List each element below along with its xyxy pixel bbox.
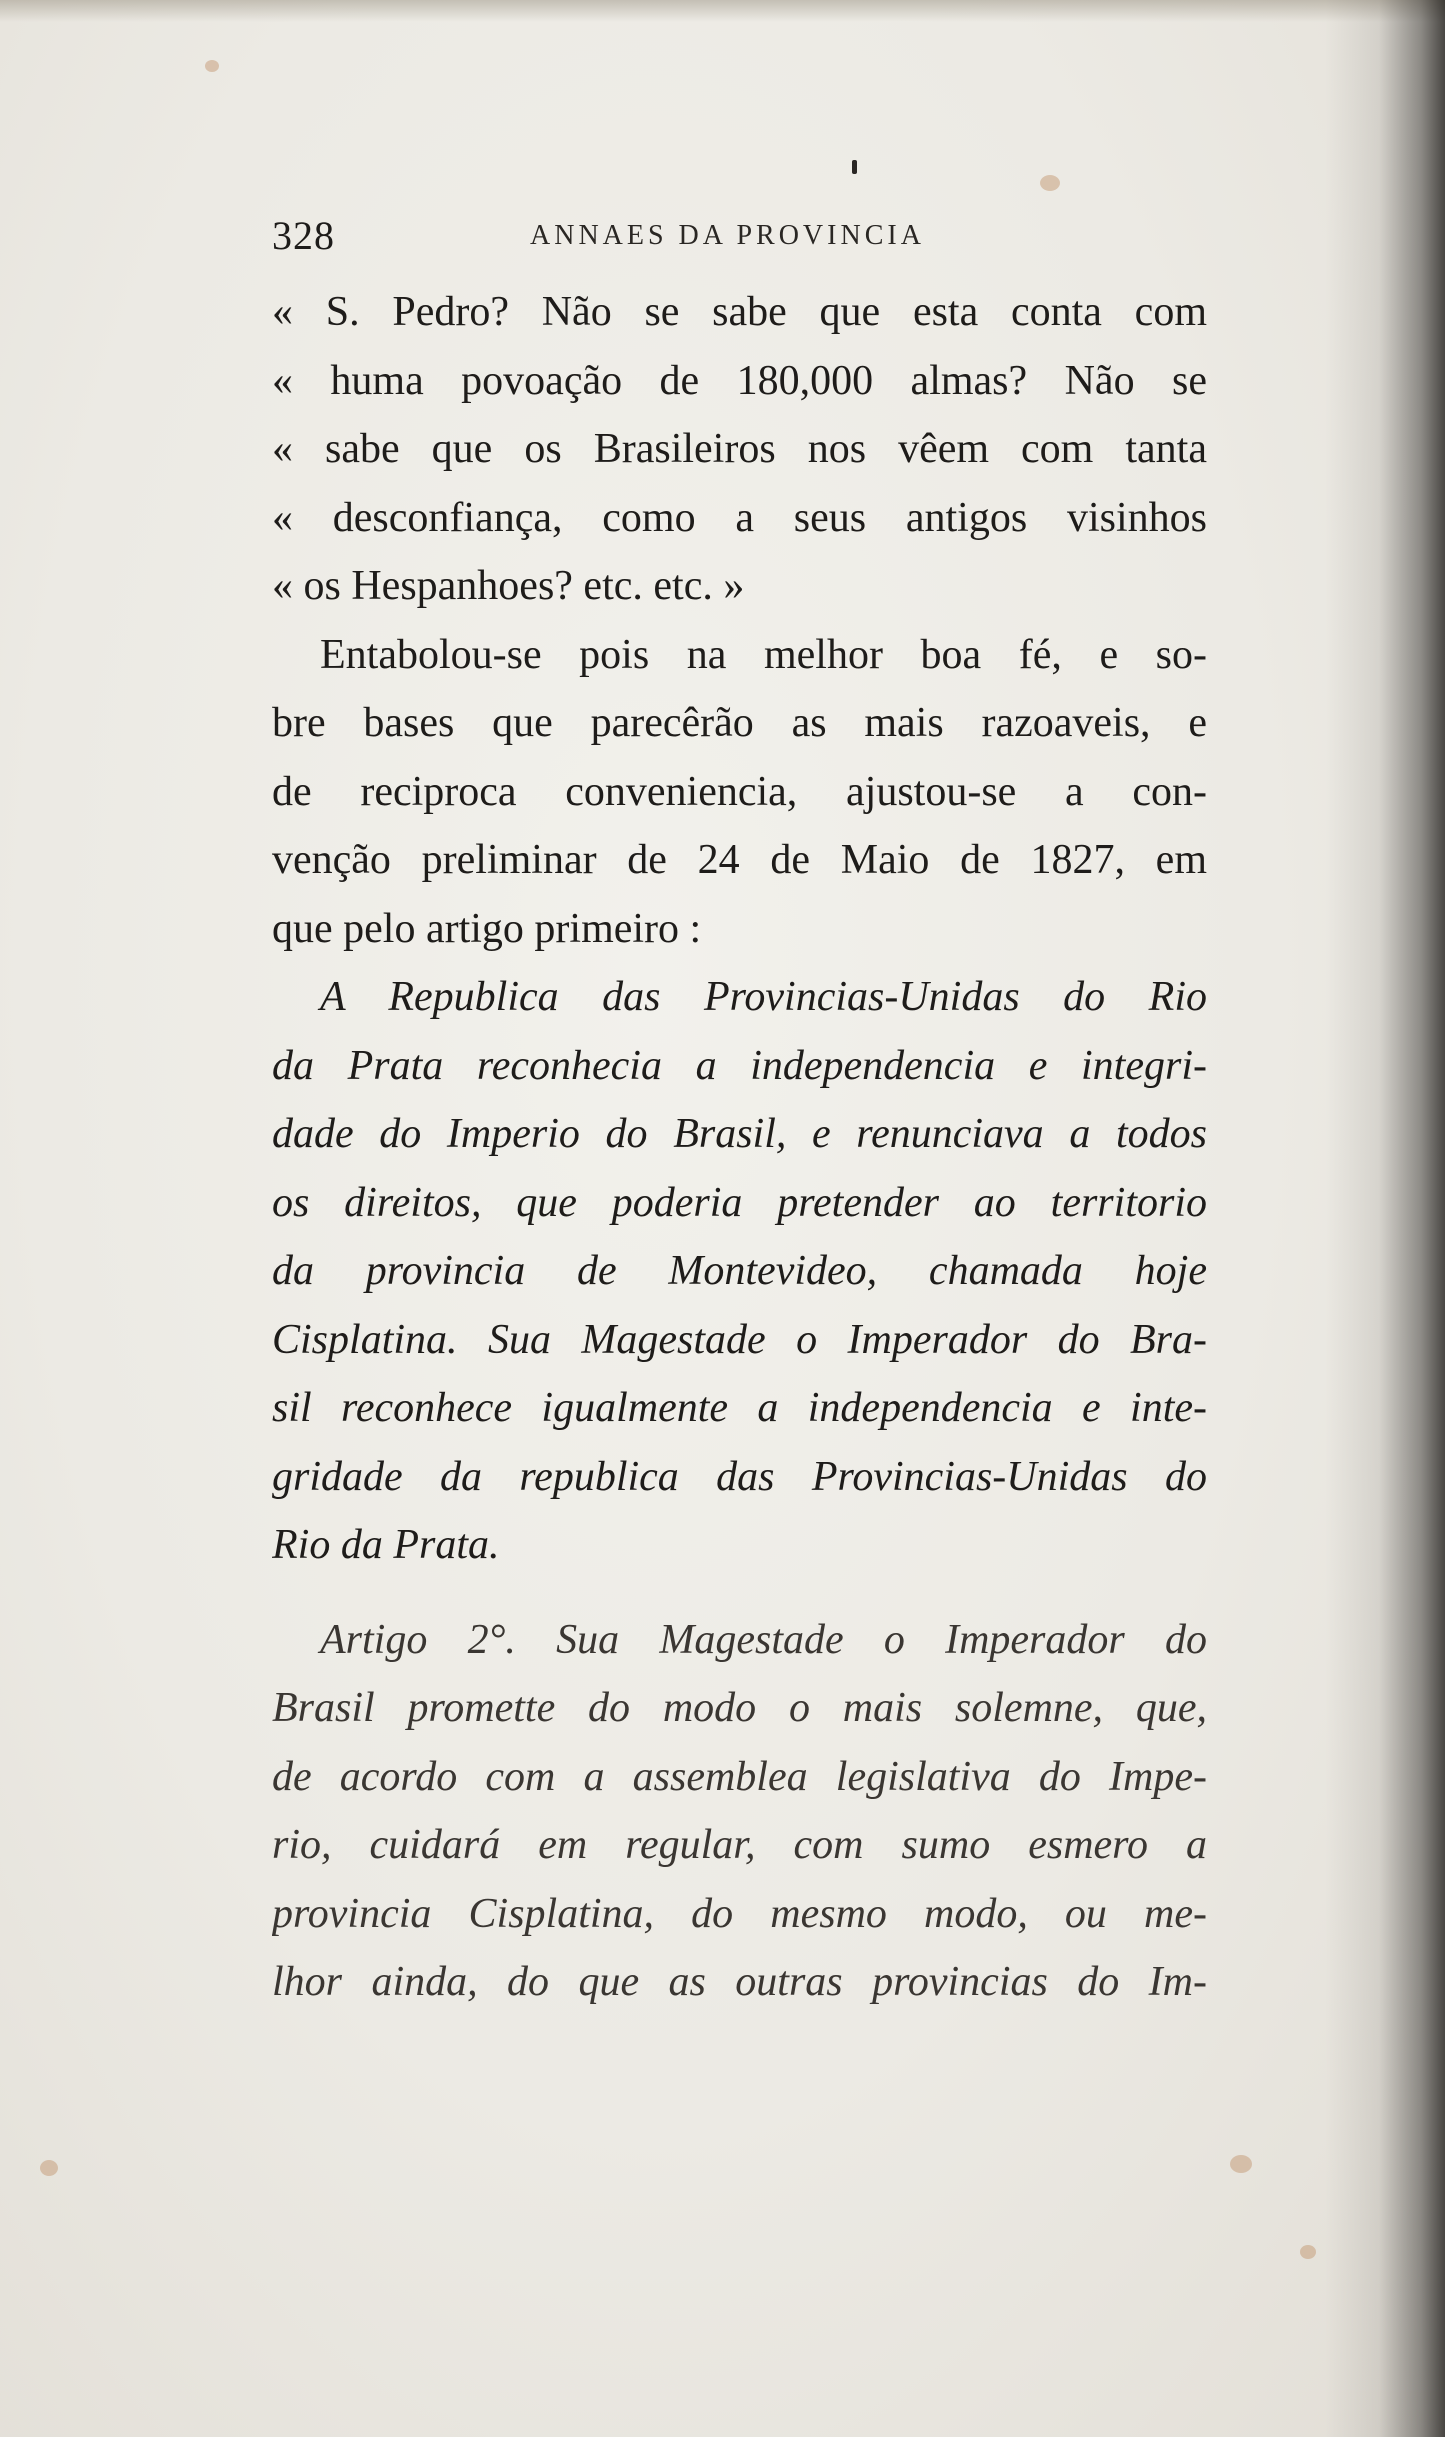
running-title: ANNAES DA PROVINCIA — [530, 220, 925, 251]
text-line: « sabe que os Brasileiros nos vêem com tanta — [272, 426, 1207, 472]
text-line: os direitos, que poderia pretender ao territorio — [272, 1179, 1207, 1226]
stray-ink-mark — [852, 160, 857, 174]
text-line: da provincia de Montevideo, chamada hoje — [272, 1248, 1207, 1294]
foxing-spot — [1040, 175, 1060, 191]
text-line: « S. Pedro? Não se sabe que esta conta com — [272, 289, 1207, 335]
text-line: lhor ainda, do que as outras provincias do Im- — [272, 1959, 1207, 2005]
text-line: Cisplatina. Sua Magestade o Imperador do Bra- — [272, 1316, 1207, 1363]
foxing-spot — [205, 60, 219, 72]
page-number: 328 — [272, 213, 335, 258]
text-line: Entabolou-se pois na melhor boa fé, e so- — [320, 631, 1207, 678]
foxing-spot — [40, 2160, 58, 2176]
text-line: Artigo 2°. Sua Magestade o Imperador do — [320, 1616, 1207, 1663]
text-line: bre bases que parecêrão as mais razoaveis, e — [272, 700, 1207, 746]
article-2 — [272, 1606, 1207, 2017]
text-line: Rio da Prata. — [272, 1522, 500, 1568]
text-line: de reciproca conveniencia, ajustou-se a con- — [272, 768, 1207, 815]
paragraph-gap — [272, 1580, 1207, 1606]
text-line: dade do Imperio do Brasil, e renunciava a todos — [272, 1111, 1207, 1157]
text-line: « desconfiança, como a seus antigos visinhos — [272, 494, 1207, 541]
text-line: gridade da republica das Provincias-Unidas do — [272, 1453, 1207, 1500]
text-line: « os Hespanhoes? etc. etc. » — [272, 563, 745, 609]
text-line: rio, cuidará em regular, com sumo esmero a — [272, 1822, 1207, 1868]
running-head — [272, 212, 1212, 262]
text-line: de acordo com a assemblea legislativa do Impe- — [272, 1753, 1207, 1800]
text-line: que pelo artigo primeiro : — [272, 905, 702, 952]
binding-shadow — [1325, 0, 1445, 2437]
page-top-edge — [0, 0, 1445, 22]
quote-block — [272, 278, 1207, 621]
text-line: sil reconhece igualmente a independencia e inte- — [272, 1385, 1207, 1431]
text-line: A Republica das Provincias-Unidas do Rio — [320, 974, 1207, 1020]
foxing-spot — [1230, 2155, 1252, 2173]
text-line: « huma povoação de 180,000 almas? Não se — [272, 357, 1207, 404]
paragraph — [272, 621, 1207, 964]
text-line: venção preliminar de 24 de Maio de 1827, em — [272, 837, 1207, 883]
text-line: provincia Cisplatina, do mesmo modo, ou me- — [272, 1890, 1207, 1937]
page-text — [272, 278, 1207, 2017]
article-1 — [272, 963, 1207, 1580]
text-line: Brasil promette do modo o mais solemne, que, — [272, 1685, 1207, 1731]
text-line: da Prata reconhecia a independencia e integri- — [272, 1042, 1207, 1089]
foxing-spot — [1300, 2245, 1316, 2259]
